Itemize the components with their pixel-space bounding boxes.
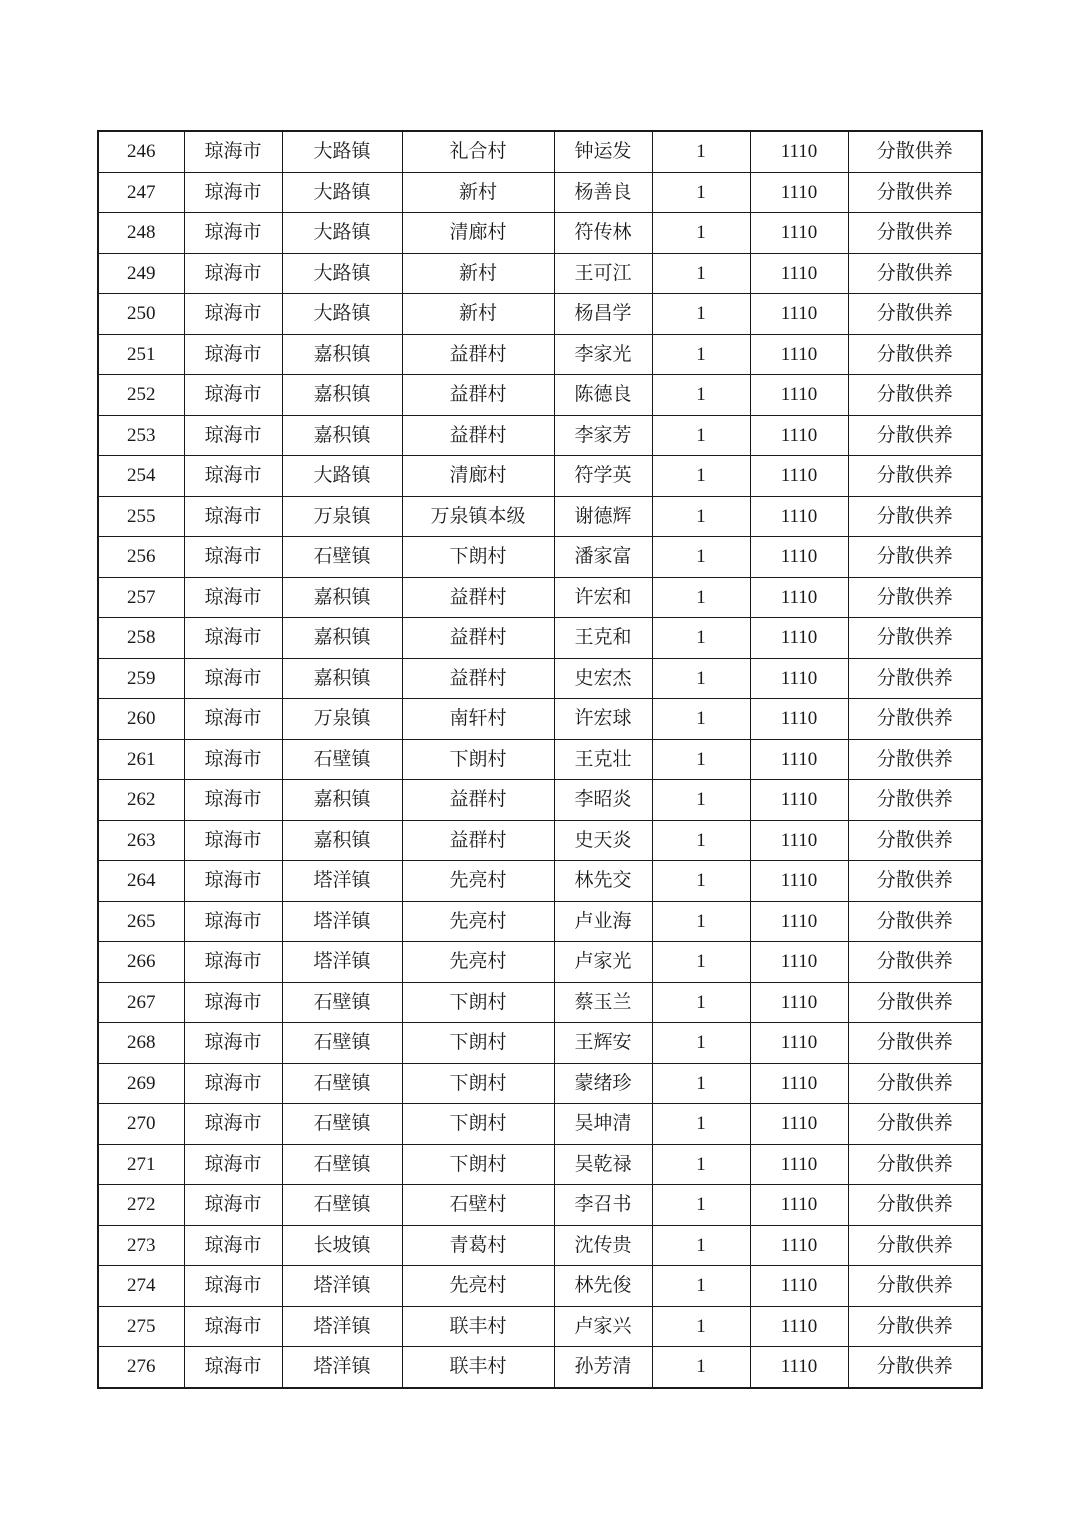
row-number-cell: 267 — [98, 982, 184, 1023]
city-cell: 琼海市 — [184, 618, 282, 659]
amount-cell: 1110 — [750, 1104, 848, 1145]
name-cell: 杨昌学 — [554, 294, 652, 335]
table-row — [98, 1225, 982, 1266]
table-row — [98, 901, 982, 942]
support-type-cell: 分散供养 — [848, 213, 982, 254]
support-type-cell: 分散供养 — [848, 658, 982, 699]
city-cell: 琼海市 — [184, 131, 282, 172]
row-number-cell: 276 — [98, 1347, 184, 1388]
table-row — [98, 820, 982, 861]
amount-cell: 1110 — [750, 618, 848, 659]
table-row — [98, 1266, 982, 1307]
support-type-cell: 分散供养 — [848, 1144, 982, 1185]
village-cell: 南轩村 — [402, 699, 554, 740]
name-cell: 李召书 — [554, 1185, 652, 1226]
city-cell: 琼海市 — [184, 172, 282, 213]
name-cell: 李昭炎 — [554, 780, 652, 821]
table-row — [98, 294, 982, 335]
table-row — [98, 1185, 982, 1226]
town-cell: 塔洋镇 — [282, 942, 402, 983]
support-type-cell: 分散供养 — [848, 1266, 982, 1307]
count-cell: 1 — [652, 537, 750, 578]
village-cell: 益群村 — [402, 375, 554, 416]
village-cell: 益群村 — [402, 334, 554, 375]
town-cell: 塔洋镇 — [282, 1266, 402, 1307]
table-row — [98, 415, 982, 456]
village-cell: 下朗村 — [402, 537, 554, 578]
amount-cell: 1110 — [750, 1023, 848, 1064]
village-cell: 先亮村 — [402, 901, 554, 942]
town-cell: 石壁镇 — [282, 1144, 402, 1185]
town-cell: 嘉积镇 — [282, 618, 402, 659]
support-type-cell: 分散供养 — [848, 739, 982, 780]
village-cell: 益群村 — [402, 577, 554, 618]
name-cell: 许宏和 — [554, 577, 652, 618]
support-type-cell: 分散供养 — [848, 901, 982, 942]
support-type-cell: 分散供养 — [848, 942, 982, 983]
row-number-cell: 269 — [98, 1063, 184, 1104]
row-number-cell: 274 — [98, 1266, 184, 1307]
town-cell: 塔洋镇 — [282, 861, 402, 902]
name-cell: 杨善良 — [554, 172, 652, 213]
support-type-cell: 分散供养 — [848, 1225, 982, 1266]
count-cell: 1 — [652, 577, 750, 618]
row-number-cell: 246 — [98, 131, 184, 172]
village-cell: 下朗村 — [402, 1144, 554, 1185]
city-cell: 琼海市 — [184, 861, 282, 902]
table-row — [98, 213, 982, 254]
name-cell: 吴坤清 — [554, 1104, 652, 1145]
table-row — [98, 334, 982, 375]
support-type-cell: 分散供养 — [848, 1306, 982, 1347]
count-cell: 1 — [652, 820, 750, 861]
count-cell: 1 — [652, 294, 750, 335]
count-cell: 1 — [652, 942, 750, 983]
support-type-cell: 分散供养 — [848, 456, 982, 497]
city-cell: 琼海市 — [184, 982, 282, 1023]
village-cell: 下朗村 — [402, 1063, 554, 1104]
support-type-cell: 分散供养 — [848, 577, 982, 618]
name-cell: 史宏杰 — [554, 658, 652, 699]
name-cell: 史天炎 — [554, 820, 652, 861]
count-cell: 1 — [652, 699, 750, 740]
amount-cell: 1110 — [750, 294, 848, 335]
name-cell: 卢家光 — [554, 942, 652, 983]
name-cell: 钟运发 — [554, 131, 652, 172]
row-number-cell: 265 — [98, 901, 184, 942]
support-type-cell: 分散供养 — [848, 618, 982, 659]
table-row — [98, 253, 982, 294]
village-cell: 先亮村 — [402, 861, 554, 902]
city-cell: 琼海市 — [184, 780, 282, 821]
count-cell: 1 — [652, 1104, 750, 1145]
city-cell: 琼海市 — [184, 375, 282, 416]
town-cell: 嘉积镇 — [282, 375, 402, 416]
amount-cell: 1110 — [750, 415, 848, 456]
support-type-cell: 分散供养 — [848, 496, 982, 537]
city-cell: 琼海市 — [184, 456, 282, 497]
support-type-cell: 分散供养 — [848, 861, 982, 902]
table-row — [98, 1347, 982, 1388]
name-cell: 蒙绪珍 — [554, 1063, 652, 1104]
table-row — [98, 496, 982, 537]
name-cell: 许宏球 — [554, 699, 652, 740]
village-cell: 万泉镇本级 — [402, 496, 554, 537]
table-row — [98, 982, 982, 1023]
city-cell: 琼海市 — [184, 1347, 282, 1388]
table-row — [98, 618, 982, 659]
amount-cell: 1110 — [750, 496, 848, 537]
town-cell: 大路镇 — [282, 456, 402, 497]
city-cell: 琼海市 — [184, 1185, 282, 1226]
count-cell: 1 — [652, 618, 750, 659]
name-cell: 卢业海 — [554, 901, 652, 942]
row-number-cell: 273 — [98, 1225, 184, 1266]
row-number-cell: 259 — [98, 658, 184, 699]
city-cell: 琼海市 — [184, 213, 282, 254]
count-cell: 1 — [652, 131, 750, 172]
count-cell: 1 — [652, 1144, 750, 1185]
city-cell: 琼海市 — [184, 1225, 282, 1266]
support-type-cell: 分散供养 — [848, 415, 982, 456]
name-cell: 谢德辉 — [554, 496, 652, 537]
town-cell: 石壁镇 — [282, 537, 402, 578]
amount-cell: 1110 — [750, 739, 848, 780]
count-cell: 1 — [652, 1266, 750, 1307]
amount-cell: 1110 — [750, 658, 848, 699]
village-cell: 新村 — [402, 253, 554, 294]
row-number-cell: 250 — [98, 294, 184, 335]
support-type-cell: 分散供养 — [848, 172, 982, 213]
city-cell: 琼海市 — [184, 901, 282, 942]
name-cell: 李家芳 — [554, 415, 652, 456]
amount-cell: 1110 — [750, 861, 848, 902]
amount-cell: 1110 — [750, 1225, 848, 1266]
village-cell: 益群村 — [402, 618, 554, 659]
city-cell: 琼海市 — [184, 1306, 282, 1347]
table-row — [98, 456, 982, 497]
table-row — [98, 1306, 982, 1347]
count-cell: 1 — [652, 739, 750, 780]
amount-cell: 1110 — [750, 456, 848, 497]
support-type-cell: 分散供养 — [848, 537, 982, 578]
name-cell: 陈德良 — [554, 375, 652, 416]
row-number-cell: 264 — [98, 861, 184, 902]
table-row — [98, 1063, 982, 1104]
amount-cell: 1110 — [750, 1144, 848, 1185]
support-type-cell: 分散供养 — [848, 1185, 982, 1226]
count-cell: 1 — [652, 861, 750, 902]
count-cell: 1 — [652, 901, 750, 942]
name-cell: 孙芳清 — [554, 1347, 652, 1388]
village-cell: 清廊村 — [402, 456, 554, 497]
village-cell: 下朗村 — [402, 982, 554, 1023]
table-row — [98, 658, 982, 699]
count-cell: 1 — [652, 1225, 750, 1266]
town-cell: 万泉镇 — [282, 699, 402, 740]
row-number-cell: 270 — [98, 1104, 184, 1145]
amount-cell: 1110 — [750, 1347, 848, 1388]
support-type-cell: 分散供养 — [848, 982, 982, 1023]
town-cell: 嘉积镇 — [282, 780, 402, 821]
city-cell: 琼海市 — [184, 334, 282, 375]
count-cell: 1 — [652, 253, 750, 294]
support-type-cell: 分散供养 — [848, 375, 982, 416]
amount-cell: 1110 — [750, 1063, 848, 1104]
row-number-cell: 275 — [98, 1306, 184, 1347]
village-cell: 下朗村 — [402, 1023, 554, 1064]
amount-cell: 1110 — [750, 172, 848, 213]
support-type-cell: 分散供养 — [848, 780, 982, 821]
row-number-cell: 268 — [98, 1023, 184, 1064]
city-cell: 琼海市 — [184, 739, 282, 780]
village-cell: 益群村 — [402, 658, 554, 699]
town-cell: 石壁镇 — [282, 1063, 402, 1104]
name-cell: 潘家富 — [554, 537, 652, 578]
table-row — [98, 739, 982, 780]
name-cell: 王克壮 — [554, 739, 652, 780]
name-cell: 符学英 — [554, 456, 652, 497]
count-cell: 1 — [652, 456, 750, 497]
village-cell: 益群村 — [402, 780, 554, 821]
row-number-cell: 247 — [98, 172, 184, 213]
support-type-cell: 分散供养 — [848, 1347, 982, 1388]
name-cell: 王可江 — [554, 253, 652, 294]
row-number-cell: 263 — [98, 820, 184, 861]
table-row — [98, 861, 982, 902]
name-cell: 王克和 — [554, 618, 652, 659]
table-row — [98, 131, 982, 172]
town-cell: 塔洋镇 — [282, 1306, 402, 1347]
row-number-cell: 252 — [98, 375, 184, 416]
amount-cell: 1110 — [750, 253, 848, 294]
table-row — [98, 1144, 982, 1185]
count-cell: 1 — [652, 1063, 750, 1104]
amount-cell: 1110 — [750, 820, 848, 861]
town-cell: 石壁镇 — [282, 1185, 402, 1226]
amount-cell: 1110 — [750, 577, 848, 618]
row-number-cell: 266 — [98, 942, 184, 983]
city-cell: 琼海市 — [184, 699, 282, 740]
name-cell: 林先俊 — [554, 1266, 652, 1307]
city-cell: 琼海市 — [184, 1266, 282, 1307]
amount-cell: 1110 — [750, 375, 848, 416]
count-cell: 1 — [652, 334, 750, 375]
row-number-cell: 251 — [98, 334, 184, 375]
town-cell: 长坡镇 — [282, 1225, 402, 1266]
amount-cell: 1110 — [750, 537, 848, 578]
town-cell: 石壁镇 — [282, 1023, 402, 1064]
count-cell: 1 — [652, 415, 750, 456]
village-cell: 新村 — [402, 172, 554, 213]
row-number-cell: 256 — [98, 537, 184, 578]
row-number-cell: 261 — [98, 739, 184, 780]
row-number-cell: 262 — [98, 780, 184, 821]
village-cell: 联丰村 — [402, 1347, 554, 1388]
table-row — [98, 577, 982, 618]
name-cell: 王辉安 — [554, 1023, 652, 1064]
name-cell: 林先交 — [554, 861, 652, 902]
city-cell: 琼海市 — [184, 1104, 282, 1145]
row-number-cell: 253 — [98, 415, 184, 456]
support-type-cell: 分散供养 — [848, 131, 982, 172]
town-cell: 大路镇 — [282, 131, 402, 172]
town-cell: 大路镇 — [282, 253, 402, 294]
town-cell: 大路镇 — [282, 213, 402, 254]
row-number-cell: 258 — [98, 618, 184, 659]
city-cell: 琼海市 — [184, 1023, 282, 1064]
city-cell: 琼海市 — [184, 658, 282, 699]
table-row — [98, 942, 982, 983]
row-number-cell: 248 — [98, 213, 184, 254]
town-cell: 万泉镇 — [282, 496, 402, 537]
amount-cell: 1110 — [750, 982, 848, 1023]
city-cell: 琼海市 — [184, 415, 282, 456]
amount-cell: 1110 — [750, 213, 848, 254]
table-row — [98, 172, 982, 213]
amount-cell: 1110 — [750, 780, 848, 821]
row-number-cell: 255 — [98, 496, 184, 537]
city-cell: 琼海市 — [184, 496, 282, 537]
count-cell: 1 — [652, 1185, 750, 1226]
town-cell: 石壁镇 — [282, 739, 402, 780]
support-type-cell: 分散供养 — [848, 820, 982, 861]
town-cell: 嘉积镇 — [282, 577, 402, 618]
name-cell: 符传林 — [554, 213, 652, 254]
row-number-cell: 257 — [98, 577, 184, 618]
count-cell: 1 — [652, 172, 750, 213]
count-cell: 1 — [652, 1347, 750, 1388]
village-cell: 下朗村 — [402, 1104, 554, 1145]
support-type-cell: 分散供养 — [848, 253, 982, 294]
city-cell: 琼海市 — [184, 942, 282, 983]
town-cell: 塔洋镇 — [282, 901, 402, 942]
count-cell: 1 — [652, 982, 750, 1023]
town-cell: 石壁镇 — [282, 1104, 402, 1145]
roster-table — [97, 130, 983, 1389]
count-cell: 1 — [652, 780, 750, 821]
row-number-cell: 271 — [98, 1144, 184, 1185]
city-cell: 琼海市 — [184, 1063, 282, 1104]
table-row — [98, 699, 982, 740]
city-cell: 琼海市 — [184, 294, 282, 335]
row-number-cell: 254 — [98, 456, 184, 497]
count-cell: 1 — [652, 1023, 750, 1064]
table-row — [98, 1104, 982, 1145]
village-cell: 新村 — [402, 294, 554, 335]
table-row — [98, 375, 982, 416]
village-cell: 下朗村 — [402, 739, 554, 780]
name-cell: 李家光 — [554, 334, 652, 375]
town-cell: 嘉积镇 — [282, 415, 402, 456]
count-cell: 1 — [652, 213, 750, 254]
support-type-cell: 分散供养 — [848, 1023, 982, 1064]
city-cell: 琼海市 — [184, 577, 282, 618]
count-cell: 1 — [652, 496, 750, 537]
town-cell: 塔洋镇 — [282, 1347, 402, 1388]
table-row — [98, 537, 982, 578]
amount-cell: 1110 — [750, 131, 848, 172]
name-cell: 蔡玉兰 — [554, 982, 652, 1023]
town-cell: 嘉积镇 — [282, 658, 402, 699]
village-cell: 联丰村 — [402, 1306, 554, 1347]
amount-cell: 1110 — [750, 334, 848, 375]
village-cell: 石壁村 — [402, 1185, 554, 1226]
amount-cell: 1110 — [750, 901, 848, 942]
village-cell: 先亮村 — [402, 1266, 554, 1307]
count-cell: 1 — [652, 1306, 750, 1347]
village-cell: 青葛村 — [402, 1225, 554, 1266]
city-cell: 琼海市 — [184, 820, 282, 861]
table-row — [98, 780, 982, 821]
row-number-cell: 260 — [98, 699, 184, 740]
village-cell: 益群村 — [402, 415, 554, 456]
town-cell: 嘉积镇 — [282, 820, 402, 861]
name-cell: 卢家兴 — [554, 1306, 652, 1347]
town-cell: 大路镇 — [282, 172, 402, 213]
row-number-cell: 249 — [98, 253, 184, 294]
town-cell: 石壁镇 — [282, 982, 402, 1023]
count-cell: 1 — [652, 375, 750, 416]
amount-cell: 1110 — [750, 699, 848, 740]
village-cell: 清廊村 — [402, 213, 554, 254]
amount-cell: 1110 — [750, 1306, 848, 1347]
support-type-cell: 分散供养 — [848, 699, 982, 740]
town-cell: 大路镇 — [282, 294, 402, 335]
amount-cell: 1110 — [750, 1266, 848, 1307]
village-cell: 礼合村 — [402, 131, 554, 172]
support-type-cell: 分散供养 — [848, 1104, 982, 1145]
village-cell: 益群村 — [402, 820, 554, 861]
amount-cell: 1110 — [750, 942, 848, 983]
city-cell: 琼海市 — [184, 253, 282, 294]
support-type-cell: 分散供养 — [848, 334, 982, 375]
village-cell: 先亮村 — [402, 942, 554, 983]
roster-body — [98, 131, 982, 1388]
table-row — [98, 1023, 982, 1064]
name-cell: 沈传贵 — [554, 1225, 652, 1266]
row-number-cell: 272 — [98, 1185, 184, 1226]
support-type-cell: 分散供养 — [848, 294, 982, 335]
name-cell: 吴乾禄 — [554, 1144, 652, 1185]
city-cell: 琼海市 — [184, 537, 282, 578]
amount-cell: 1110 — [750, 1185, 848, 1226]
city-cell: 琼海市 — [184, 1144, 282, 1185]
count-cell: 1 — [652, 658, 750, 699]
town-cell: 嘉积镇 — [282, 334, 402, 375]
support-type-cell: 分散供养 — [848, 1063, 982, 1104]
